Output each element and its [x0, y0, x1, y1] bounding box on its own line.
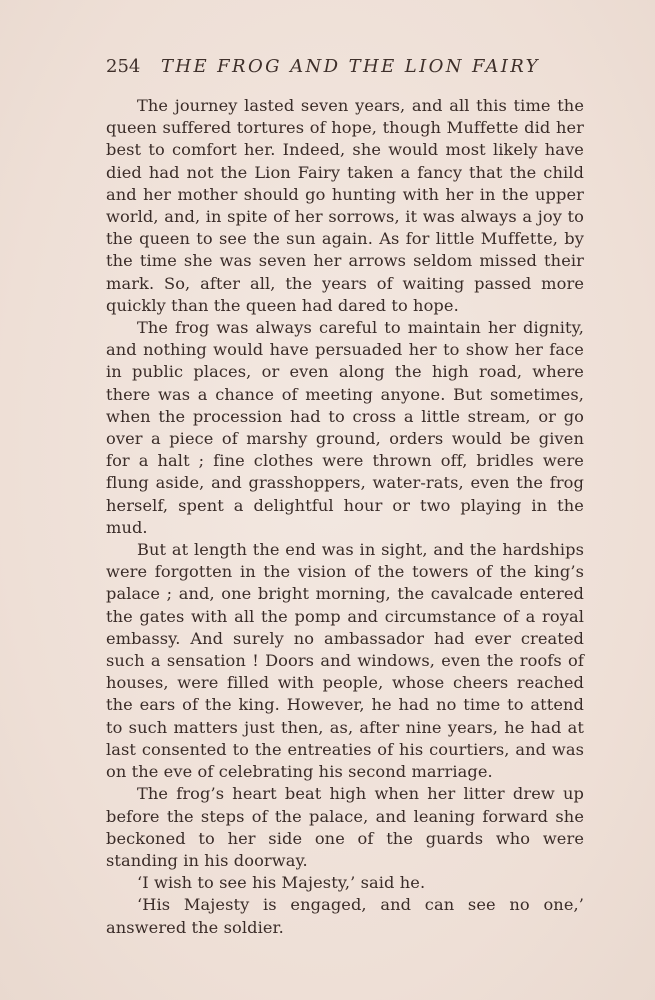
page-header — [106, 56, 556, 82]
paragraph: The journey lasted seven years, and all this time the queen suffered tortures of hope, though Muffette did her best to comfort her. Indeed, she would most likely have died had not the Lion Fairy taken a fancy that the child and her mother should go hunting with her in the upper world, and, in spite of her sorrows, it was always a joy to the queen to see the sun again. As for little Muffette, by the time she was seven her arrows seldom missed their mark. So, after all, the years of waiting passed more quickly than the queen had dared to hope. — [106, 96, 584, 315]
paragraph: The frog’s heart beat high when her litter drew up before the steps of the palace, and leaning forward she beckoned to her side one of the guards who were standing in his doorway. — [106, 784, 584, 870]
page-number: 254 — [106, 56, 141, 77]
paragraph: ‘His Majesty is engaged, and can see no one,’ answered the soldier. — [106, 895, 584, 937]
paragraph: The frog was always careful to maintain her dignity, and nothing would have persuaded her to show her face in public places, or even along the high road, where there was a chance of meeting anyone. But sometimes, when the procession had to cross a little stream, or go over a piece of marshy ground, orders would be given for a halt ; fine clothes were thrown off, bridles were flung aside, and grasshoppers, water-rats, even the frog herself, spent a delightful hour or two playing in the mud. — [106, 318, 584, 537]
paragraph: ‘I wish to see his Majesty,’ said he. — [137, 873, 426, 893]
body-text — [106, 95, 584, 939]
running-title: THE FROG AND THE LION FAIRY — [161, 56, 540, 77]
paragraph: But at length the end was in sight, and the hardships were forgotten in the vision of the towers of the king’s palace ; and, one bright morning, the cavalcade entered the gates with all the pomp and circumstance of a royal embassy. And surely no ambassador had ever created such a sensation ! Doors and windows, even the roofs of houses, were filled with people, whose cheers reached the ears of the king. However, he had no time to attend to such matters just then, as, after nine years, he had at last consented to the entreaties of his courtiers, and was on the eve of celebrating his second marriage. — [106, 540, 584, 782]
